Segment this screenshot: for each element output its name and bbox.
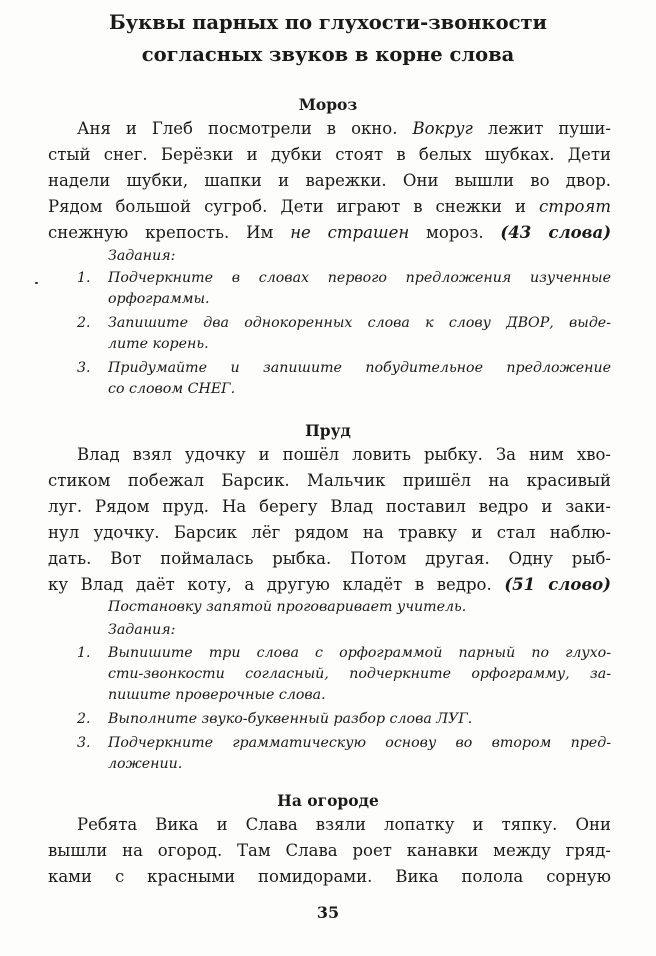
- page-number: 35: [316, 903, 340, 922]
- task-number: 2.: [77, 315, 91, 331]
- task-line: сти-звонкости согласный, подчеркните орфограмму, за-: [108, 666, 611, 682]
- task-line: Подчеркните грамматическую основу во втором пред-: [108, 735, 611, 751]
- task-number: 3.: [77, 735, 91, 751]
- page-title-line-2: согласных звуков в корне слова: [141, 43, 515, 66]
- task-line: орфограммы.: [108, 291, 210, 307]
- text-line: Рядом большой сугроб. Дети играют в снежки и строят: [48, 197, 611, 216]
- task-line: Подчеркните в словах первого предложения изученные: [108, 270, 611, 286]
- section-heading-na-ogorode: На огороде: [277, 791, 379, 810]
- tasks-label: Задания:: [108, 248, 176, 264]
- page-title-line-1: Буквы парных по глухости-звонкости: [108, 11, 548, 34]
- text-line: ками с красными помидорами. Вика полола сорную: [48, 867, 611, 886]
- text-line: Влад взял удочку и пошёл ловить рыбку. За ним хво-: [77, 445, 611, 464]
- task-number: 2.: [77, 711, 91, 727]
- task-line: пишите проверочные слова.: [108, 687, 326, 703]
- task-line: Выпишите три слова с орфограммой парный по глухо-: [108, 645, 611, 661]
- tasks-label: Задания:: [108, 622, 176, 638]
- text-line: нул удочку. Барсик лёг рядом на травку и стал наблю-: [48, 523, 611, 542]
- task-line: Выполните звуко-буквенный разбор слова ЛУГ.: [108, 711, 473, 727]
- task-line: Запишите два однокоренных слова к слову ДВОР, выде-: [108, 315, 611, 331]
- section-heading-moroz: Мороз: [298, 95, 358, 114]
- text-line: Ребята Вика и Слава взяли лопатку и тяпку. Они: [77, 815, 611, 834]
- task-number: 1.: [77, 645, 91, 661]
- text-line: надели шубки, шапки и варежки. Они вышли во двор.: [48, 171, 611, 190]
- task-line: ложении.: [108, 756, 183, 772]
- text-line: стый снег. Берёзки и дубки стоят в белых шубках. Дети: [48, 145, 611, 164]
- section-heading-prud: Пруд: [305, 421, 351, 440]
- text-line: дать. Вот поймалась рыбка. Потом другая. Одну рыб-: [48, 549, 611, 568]
- task-line: со словом СНЕГ.: [108, 381, 236, 397]
- text-line: луг. Рядом пруд. На берегу Влад поставил ведро и заки-: [48, 497, 611, 516]
- scan-speck: [35, 282, 38, 284]
- page-title: [0, 7, 656, 71]
- text-line: стиком побежал Барсик. Мальчик пришёл на красивый: [48, 471, 611, 490]
- task-line: лите корень.: [108, 336, 209, 352]
- text-line: вышли на огород. Там Слава роет канавки между гряд-: [48, 841, 611, 860]
- task-line: Придумайте и запишите побудительное предложение: [108, 360, 611, 376]
- teacher-note: Постановку запятой проговаривает учитель.: [108, 599, 467, 615]
- task-number: 1.: [77, 270, 91, 286]
- text-line: Аня и Глеб посмотрели в окно. Вокруг лежит пуши-: [77, 119, 611, 138]
- task-number: 3.: [77, 360, 91, 376]
- text-line: ку Влад даёт коту, а другую кладёт в ведро. (51 слово): [48, 575, 611, 594]
- text-line: снежную крепость. Им не страшен мороз. (43 слова): [48, 223, 611, 242]
